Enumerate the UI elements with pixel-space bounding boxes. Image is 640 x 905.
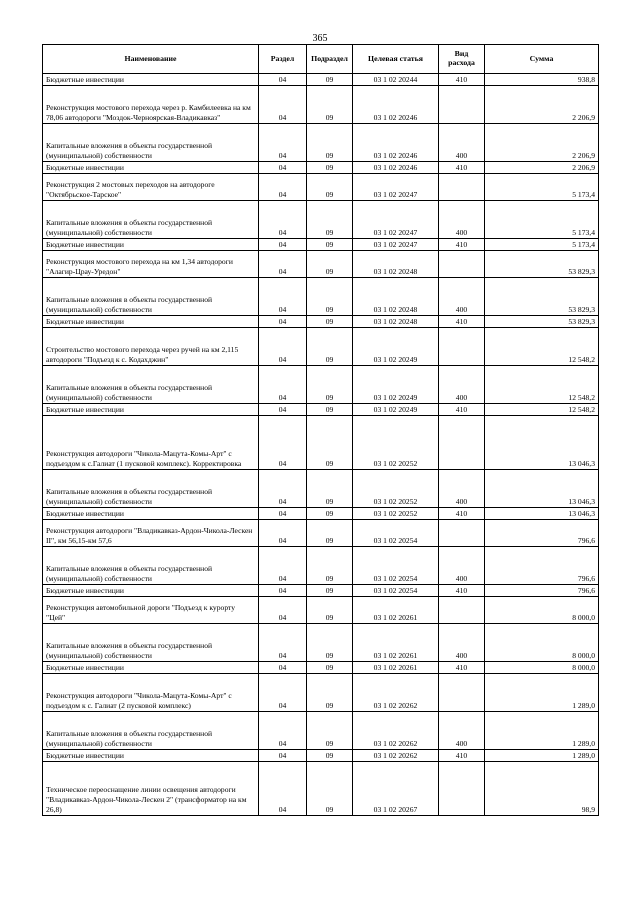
row-summa: 796,6: [485, 547, 599, 585]
row-statya: 03 1 02 20248: [353, 251, 439, 278]
row-statya: 03 1 02 20247: [353, 174, 439, 201]
row-vid: [439, 86, 485, 124]
row-podrazdel: 09: [307, 174, 353, 201]
header-razdel: Раздел: [259, 45, 307, 74]
row-statya: 03 1 02 20244: [353, 74, 439, 86]
row-vid: 410: [439, 162, 485, 174]
row-vid: 410: [439, 74, 485, 86]
row-summa: 12 548,2: [485, 366, 599, 404]
row-vid: 400: [439, 470, 485, 508]
row-name: Строительство мостового перехода через ручей на км 2,115 автодороги "Подъезд к с. Кодахджин": [43, 328, 259, 366]
row-statya: 03 1 02 20262: [353, 674, 439, 712]
row-podrazdel: 09: [307, 239, 353, 251]
row-vid: 400: [439, 624, 485, 662]
row-summa: 1 289,0: [485, 674, 599, 712]
table-row: [43, 201, 599, 239]
row-vid: [439, 520, 485, 547]
row-podrazdel: 09: [307, 74, 353, 86]
table-row: [43, 624, 599, 662]
row-razdel: 04: [259, 508, 307, 520]
row-summa: 5 173,4: [485, 174, 599, 201]
row-name: Бюджетные инвестиции: [43, 508, 259, 520]
row-vid: 410: [439, 508, 485, 520]
row-vid: [439, 674, 485, 712]
row-name: Техническое переоснащение линии освещения автодороги "Владикавказ-Ардон-Чикола-Лескен 2" (трансформатор на км 26,8): [43, 762, 259, 816]
row-name: Реконструкция автомобильной дороги "Подъезд к курорту "Цей": [43, 597, 259, 624]
row-statya: 03 1 02 20252: [353, 508, 439, 520]
row-podrazdel: 09: [307, 162, 353, 174]
row-razdel: 04: [259, 239, 307, 251]
row-name: Капитальные вложения в объекты государственной (муниципальной) собственности: [43, 278, 259, 316]
row-razdel: 04: [259, 416, 307, 470]
row-summa: 2 206,9: [485, 86, 599, 124]
table-row: [43, 239, 599, 251]
row-name: Капитальные вложения в объекты государственной (муниципальной) собственности: [43, 366, 259, 404]
row-summa: 796,6: [485, 585, 599, 597]
row-statya: 03 1 02 20267: [353, 762, 439, 816]
row-name: Реконструкция мостового перехода на км 1,34 автодороги "Алагир-Црау-Уредон": [43, 251, 259, 278]
row-razdel: 04: [259, 762, 307, 816]
row-razdel: 04: [259, 328, 307, 366]
row-summa: 53 829,3: [485, 316, 599, 328]
row-summa: 2 206,9: [485, 162, 599, 174]
row-statya: 03 1 02 20248: [353, 316, 439, 328]
row-name: Бюджетные инвестиции: [43, 316, 259, 328]
row-name: Бюджетные инвестиции: [43, 585, 259, 597]
table-header-row: [43, 45, 599, 74]
table-row: [43, 520, 599, 547]
row-vid: 400: [439, 278, 485, 316]
table-row: [43, 585, 599, 597]
row-summa: 12 548,2: [485, 328, 599, 366]
row-name: Бюджетные инвестиции: [43, 74, 259, 86]
row-podrazdel: 09: [307, 86, 353, 124]
row-vid: 400: [439, 201, 485, 239]
row-name: Реконструкция мостового перехода через р. Камбилеевка на км 78,06 автодороги "Моздок-Черноярская-Владикавказ": [43, 86, 259, 124]
row-razdel: 04: [259, 251, 307, 278]
row-podrazdel: 09: [307, 251, 353, 278]
row-razdel: 04: [259, 404, 307, 416]
header-vid: Вид расхода: [439, 45, 485, 74]
row-vid: 410: [439, 404, 485, 416]
row-summa: 13 046,3: [485, 470, 599, 508]
row-statya: 03 1 02 20252: [353, 416, 439, 470]
row-name: Капитальные вложения в объекты государственной (муниципальной) собственности: [43, 470, 259, 508]
row-name: Реконструкция 2 мостовых переходов на автодороге "Октябрьское-Тарское": [43, 174, 259, 201]
table-row: [43, 328, 599, 366]
row-vid: 400: [439, 712, 485, 750]
table-row: [43, 366, 599, 404]
row-podrazdel: 09: [307, 662, 353, 674]
row-podrazdel: 09: [307, 416, 353, 470]
row-summa: 1 289,0: [485, 712, 599, 750]
table-row: [43, 278, 599, 316]
row-podrazdel: 09: [307, 316, 353, 328]
table-row: [43, 470, 599, 508]
row-vid: 410: [439, 662, 485, 674]
row-summa: 2 206,9: [485, 124, 599, 162]
table-row: [43, 174, 599, 201]
row-vid: [439, 174, 485, 201]
table-row: [43, 508, 599, 520]
row-podrazdel: 09: [307, 508, 353, 520]
row-statya: 03 1 02 20261: [353, 662, 439, 674]
row-summa: 1 289,0: [485, 750, 599, 762]
row-podrazdel: 09: [307, 470, 353, 508]
row-summa: 8 000,0: [485, 624, 599, 662]
table-row: [43, 662, 599, 674]
row-name: Бюджетные инвестиции: [43, 662, 259, 674]
row-summa: 5 173,4: [485, 239, 599, 251]
row-summa: 8 000,0: [485, 597, 599, 624]
row-name: Капитальные вложения в объекты государственной (муниципальной) собственности: [43, 624, 259, 662]
table-row: [43, 712, 599, 750]
row-vid: 410: [439, 585, 485, 597]
table-row: [43, 416, 599, 470]
row-summa: 8 000,0: [485, 662, 599, 674]
row-razdel: 04: [259, 624, 307, 662]
page-number: 365: [312, 33, 328, 44]
row-statya: 03 1 02 20254: [353, 547, 439, 585]
row-statya: 03 1 02 20247: [353, 201, 439, 239]
row-vid: [439, 328, 485, 366]
row-razdel: 04: [259, 712, 307, 750]
header-summa: Сумма: [485, 45, 599, 74]
row-name: Реконструкция автодороги "Владикавказ-Ардон-Чикола-Лескен II", км 56,15-км 57,6: [43, 520, 259, 547]
row-summa: 53 829,3: [485, 251, 599, 278]
table-row: [43, 86, 599, 124]
row-summa: 13 046,3: [485, 416, 599, 470]
row-statya: 03 1 02 20246: [353, 86, 439, 124]
table-row: [43, 404, 599, 416]
row-razdel: 04: [259, 585, 307, 597]
row-statya: 03 1 02 20261: [353, 624, 439, 662]
table-row: [43, 74, 599, 86]
row-vid: 410: [439, 239, 485, 251]
row-podrazdel: 09: [307, 124, 353, 162]
row-statya: 03 1 02 20249: [353, 328, 439, 366]
table-row: [43, 124, 599, 162]
row-summa: 98,9: [485, 762, 599, 816]
row-podrazdel: 09: [307, 585, 353, 597]
row-razdel: 04: [259, 750, 307, 762]
row-vid: 410: [439, 750, 485, 762]
row-name: Капитальные вложения в объекты государственной (муниципальной) собственности: [43, 201, 259, 239]
row-podrazdel: 09: [307, 750, 353, 762]
row-name: Реконструкция автодороги "Чикола-Мацута-Комы-Арт" с подъездом к с.Галиат (1 пусковой комплекс). Корректировка: [43, 416, 259, 470]
row-summa: 12 548,2: [485, 404, 599, 416]
row-statya: 03 1 02 20262: [353, 712, 439, 750]
row-razdel: 04: [259, 470, 307, 508]
row-name: Реконструкция автодороги "Чикола-Мацута-Комы-Арт" с подъездом к с. Галиат (2 пусковой комплекс): [43, 674, 259, 712]
row-razdel: 04: [259, 174, 307, 201]
row-vid: 410: [439, 316, 485, 328]
row-vid: 400: [439, 124, 485, 162]
row-name: Бюджетные инвестиции: [43, 239, 259, 251]
row-name: Капитальные вложения в объекты государственной (муниципальной) собственности: [43, 712, 259, 750]
row-razdel: 04: [259, 366, 307, 404]
budget-table: [42, 44, 599, 816]
row-name: Бюджетные инвестиции: [43, 162, 259, 174]
row-podrazdel: 09: [307, 328, 353, 366]
row-razdel: 04: [259, 520, 307, 547]
table-row: [43, 750, 599, 762]
row-statya: 03 1 02 20261: [353, 597, 439, 624]
row-razdel: 04: [259, 547, 307, 585]
table-row: [43, 547, 599, 585]
row-statya: 03 1 02 20262: [353, 750, 439, 762]
row-name: Бюджетные инвестиции: [43, 750, 259, 762]
table-body: [43, 74, 599, 816]
row-vid: 400: [439, 547, 485, 585]
row-razdel: 04: [259, 662, 307, 674]
row-statya: 03 1 02 20249: [353, 366, 439, 404]
row-summa: 938,8: [485, 74, 599, 86]
row-summa: 53 829,3: [485, 278, 599, 316]
row-podrazdel: 09: [307, 520, 353, 547]
row-razdel: 04: [259, 124, 307, 162]
row-razdel: 04: [259, 278, 307, 316]
row-razdel: 04: [259, 162, 307, 174]
row-summa: 796,6: [485, 520, 599, 547]
row-razdel: 04: [259, 597, 307, 624]
row-razdel: 04: [259, 86, 307, 124]
table-row: [43, 597, 599, 624]
row-podrazdel: 09: [307, 547, 353, 585]
row-statya: 03 1 02 20249: [353, 404, 439, 416]
row-vid: [439, 416, 485, 470]
row-podrazdel: 09: [307, 712, 353, 750]
row-statya: 03 1 02 20247: [353, 239, 439, 251]
row-razdel: 04: [259, 74, 307, 86]
row-podrazdel: 09: [307, 366, 353, 404]
row-vid: [439, 762, 485, 816]
row-statya: 03 1 02 20252: [353, 470, 439, 508]
row-podrazdel: 09: [307, 404, 353, 416]
row-summa: 13 046,3: [485, 508, 599, 520]
table-row: [43, 674, 599, 712]
header-podrazdel: Подраздел: [307, 45, 353, 74]
table-row: [43, 762, 599, 816]
row-statya: 03 1 02 20254: [353, 585, 439, 597]
row-razdel: 04: [259, 316, 307, 328]
header-statya: Целевая статья: [353, 45, 439, 74]
table-row: [43, 251, 599, 278]
row-vid: [439, 251, 485, 278]
row-podrazdel: 09: [307, 624, 353, 662]
row-podrazdel: 09: [307, 597, 353, 624]
table-row: [43, 316, 599, 328]
row-podrazdel: 09: [307, 278, 353, 316]
row-name: Капитальные вложения в объекты государственной (муниципальной) собственности: [43, 547, 259, 585]
header-name: Наименование: [43, 45, 259, 74]
table-row: [43, 162, 599, 174]
row-razdel: 04: [259, 201, 307, 239]
row-name: Бюджетные инвестиции: [43, 404, 259, 416]
row-statya: 03 1 02 20246: [353, 124, 439, 162]
row-podrazdel: 09: [307, 201, 353, 239]
row-vid: [439, 597, 485, 624]
row-statya: 03 1 02 20254: [353, 520, 439, 547]
row-summa: 5 173,4: [485, 201, 599, 239]
row-razdel: 04: [259, 674, 307, 712]
row-statya: 03 1 02 20246: [353, 162, 439, 174]
row-name: Капитальные вложения в объекты государственной (муниципальной) собственности: [43, 124, 259, 162]
row-vid: 400: [439, 366, 485, 404]
row-statya: 03 1 02 20248: [353, 278, 439, 316]
row-podrazdel: 09: [307, 674, 353, 712]
row-podrazdel: 09: [307, 762, 353, 816]
